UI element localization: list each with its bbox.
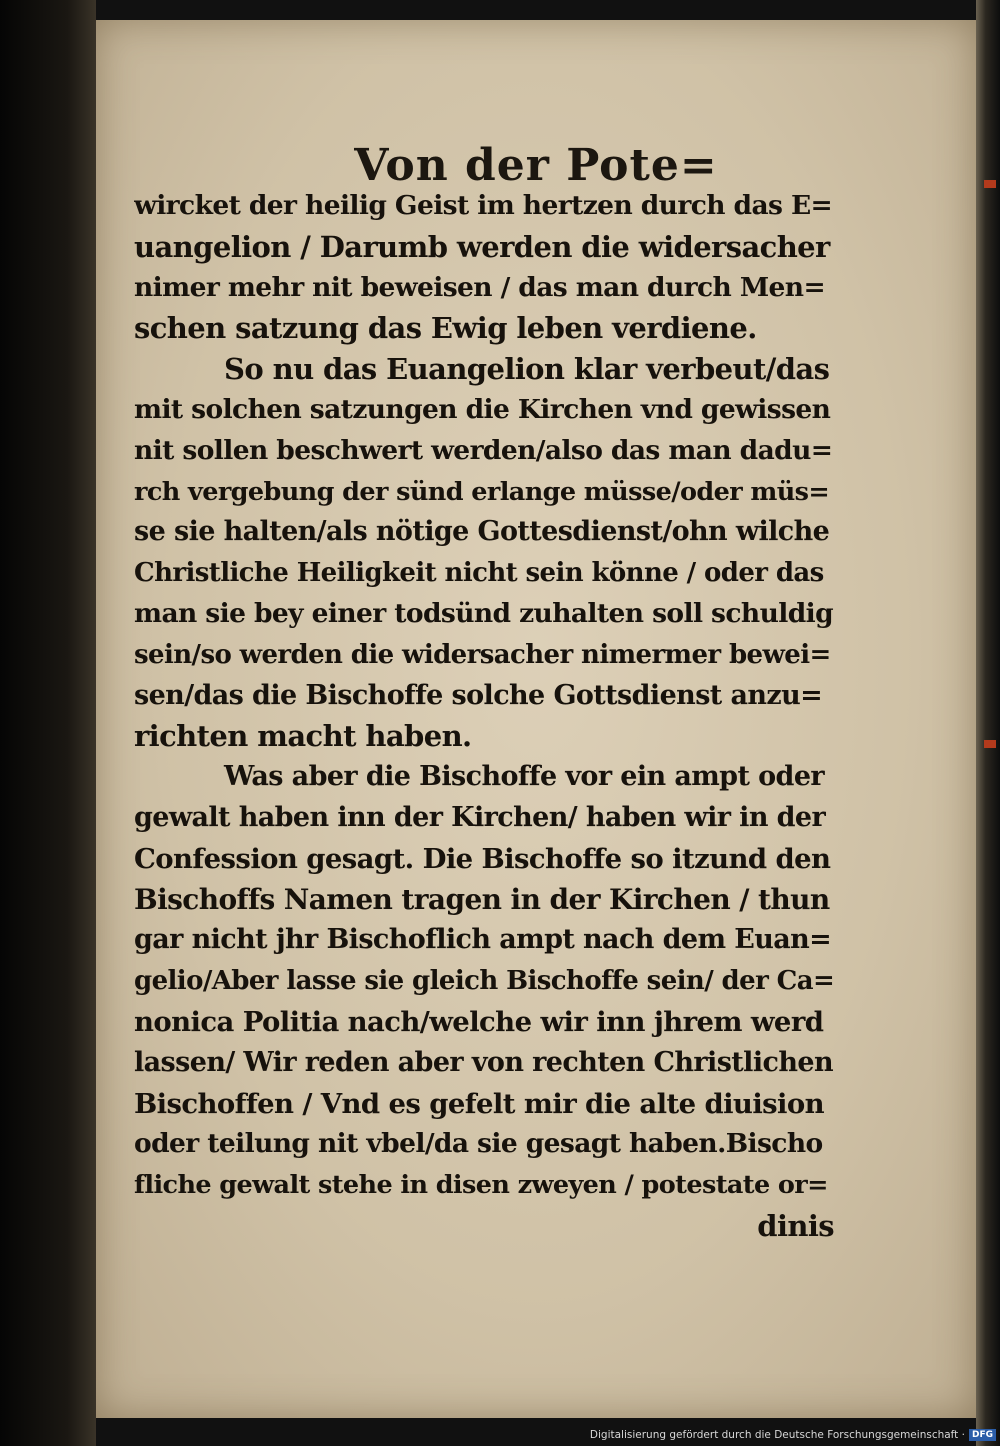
text-line: lassen/ Wir reden aber von rechten Christlichen [134, 1046, 833, 1078]
text-line: oder teilung nit vbel/da sie gesagt haben.Bischo [134, 1128, 823, 1160]
dfg-logo: DFG [969, 1429, 996, 1441]
page-fore-edge [976, 0, 1000, 1446]
text-line: Was aber die Bischoffe vor ein ampt oder [224, 761, 825, 793]
text-line: sein/so werden die widersacher nimermer bewei= [134, 639, 831, 670]
text-line: mit solchen satzungen die Kirchen vnd gewissen [134, 393, 831, 425]
text-line: So nu das Euangelion klar verbeut/das [224, 352, 830, 387]
text-line: sen/das die Bischoffe solche Gottsdienst anzu= [134, 679, 823, 711]
color-target-mark [984, 180, 996, 188]
page-heading: Von der Pote= [354, 140, 718, 191]
text-line: gewalt haben inn der Kirchen/ haben wir in der [134, 801, 826, 833]
text-line: fliche gewalt stehe in disen zweyen / potestate or= [134, 1170, 828, 1201]
text-line: Confession gesagt. Die Bischoffe so itzund den [134, 842, 831, 875]
funding-credit-text: Digitalisierung gefördert durch die Deutsche Forschungsgemeinschaft · [589, 1429, 965, 1441]
text-line: man sie bey einer todsünd zuhalten soll schuldig [134, 597, 834, 629]
body-text [134, 186, 834, 1247]
text-line: nimer mehr nit beweisen / das man durch Men= [134, 271, 826, 303]
text-line: Bischoffen / Vnd es gefelt mir die alte diuision [134, 1087, 825, 1120]
text-line: Bischoffs Namen tragen in der Kirchen / thun [134, 882, 830, 916]
book-gutter-shadow [0, 0, 96, 1446]
text-line: gar nicht jhr Bischoflich ampt nach dem Euan= [134, 924, 832, 956]
text-line: uangelion / Darumb werden die widersacher [134, 229, 830, 264]
text-line: schen satzung das Ewig leben verdiene. [134, 311, 757, 346]
text-line: gelio/Aber lasse sie gleich Bischoffe sein/ der Ca= [134, 966, 834, 997]
text-line: nit sollen beschwert werden/also das man dadu= [134, 434, 833, 466]
text-line: richten macht haben. [134, 719, 472, 754]
text-line: rch vergebung der sünd erlange müsse/oder müs= [134, 476, 830, 507]
catchword: dinis [757, 1208, 834, 1243]
text-line: Christliche Heiligkeit nicht sein könne / oder das [134, 558, 824, 589]
text-line: wircket der heilig Geist im hertzen durch das E= [134, 190, 833, 221]
color-target-mark [984, 740, 996, 748]
footer-credit [560, 1428, 1000, 1442]
text-line: nonica Politia nach/welche wir inn jhrem werd [134, 1005, 824, 1038]
text-line: se sie halten/als nötige Gottesdienst/ohn wilche [134, 516, 830, 548]
